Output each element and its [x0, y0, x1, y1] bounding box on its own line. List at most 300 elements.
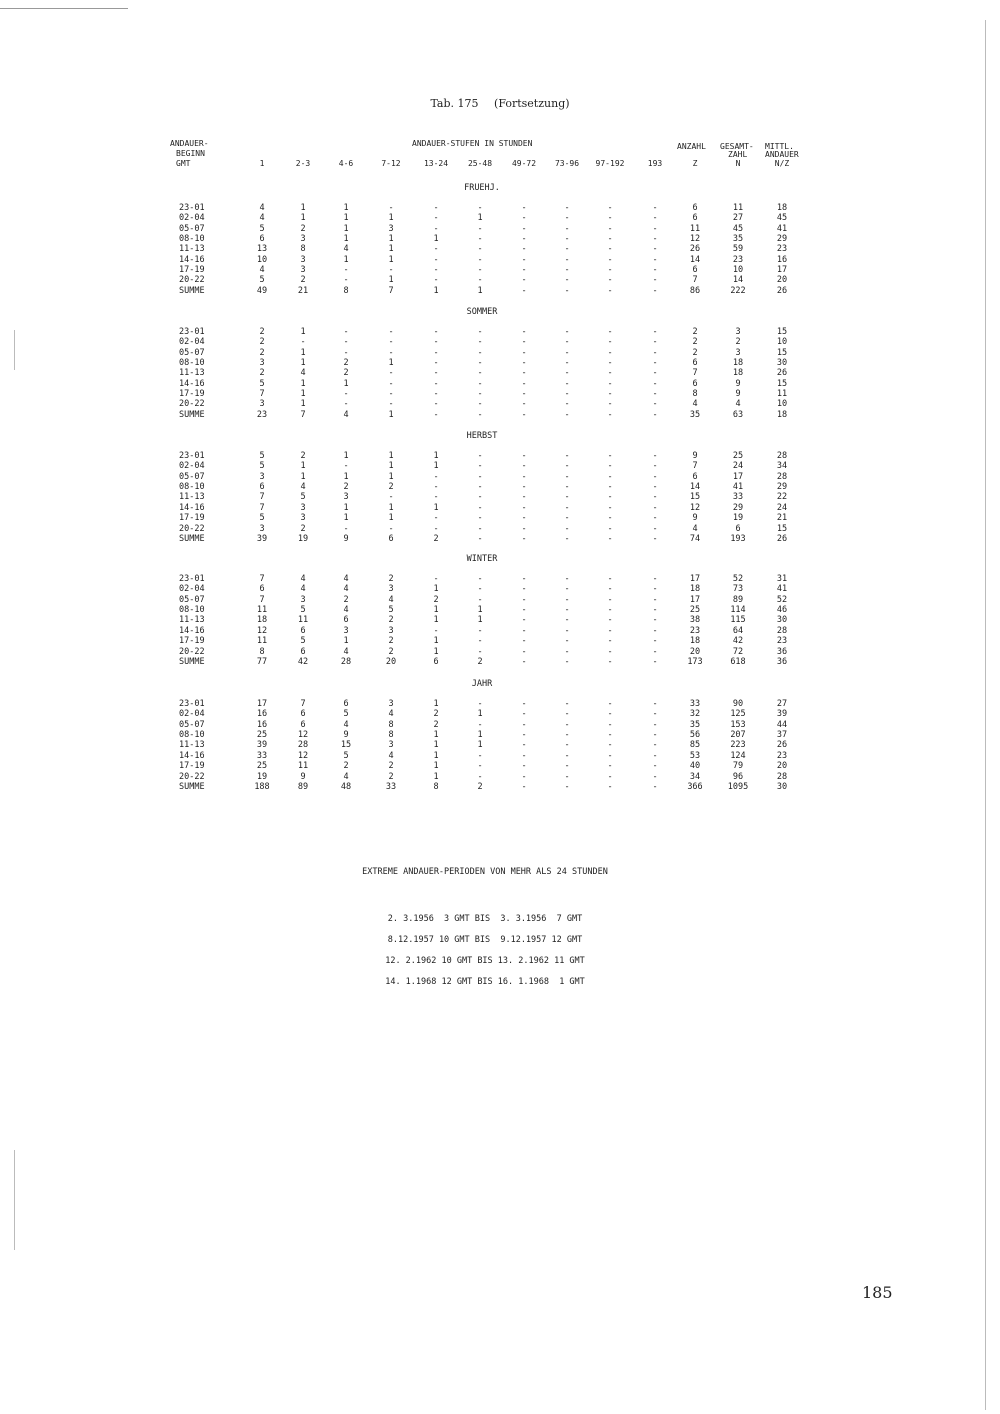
- table-cell: -: [388, 265, 394, 276]
- table-cell: -: [607, 451, 613, 461]
- table-cell: 3: [388, 223, 394, 234]
- table-cell: 4: [735, 399, 741, 410]
- table-cell: 11: [297, 761, 309, 772]
- table-cell: 222: [730, 285, 746, 296]
- row-label: 23-01: [179, 699, 205, 709]
- table-cell: 5: [388, 605, 394, 615]
- row-label: 11-13: [179, 244, 205, 255]
- table-cell: -: [652, 285, 658, 296]
- table-cell: 4: [343, 771, 349, 782]
- table-cell: -: [607, 482, 613, 493]
- table-cell: -: [564, 709, 570, 720]
- table-cell: -: [477, 523, 483, 534]
- table-cell: -: [477, 761, 483, 772]
- table-cell: -: [521, 254, 527, 265]
- table-cell: -: [607, 213, 613, 224]
- table-cell: 45: [732, 223, 744, 234]
- table-cell: 193: [730, 533, 746, 544]
- table-cell: -: [564, 327, 570, 337]
- extreme-line: 8.12.1957 10 GMT BIS 9.12.1957 12 GMT: [387, 935, 583, 945]
- table-cell: -: [477, 337, 483, 348]
- table-cell: -: [564, 254, 570, 265]
- table-cell: 1: [433, 646, 439, 657]
- table-cell: 59: [732, 244, 744, 255]
- column-header: Z: [692, 159, 698, 168]
- table-cell: 39: [256, 740, 268, 751]
- table-cell: 2: [477, 781, 483, 792]
- table-cell: -: [652, 719, 658, 730]
- row-label: 08-10: [179, 234, 205, 245]
- table-cell: 5: [300, 492, 306, 503]
- table-cell: -: [521, 761, 527, 772]
- table-cell: 19: [732, 513, 744, 524]
- table-cell: 31: [776, 574, 788, 584]
- table-cell: 38: [689, 615, 701, 626]
- row-label: 17-19: [179, 265, 205, 276]
- table-cell: 3: [388, 699, 394, 709]
- table-cell: -: [564, 389, 570, 400]
- table-cell: 2: [477, 656, 483, 667]
- row-label: 05-07: [179, 594, 205, 605]
- row-label: 05-07: [179, 347, 205, 358]
- table-cell: -: [652, 750, 658, 761]
- table-cell: -: [652, 492, 658, 503]
- table-cell: -: [521, 203, 527, 213]
- table-cell: 1: [433, 730, 439, 740]
- table-cell: 4: [388, 750, 394, 761]
- table-cell: 7: [692, 368, 698, 379]
- table-cell: -: [433, 389, 439, 400]
- table-cell: 39: [256, 533, 268, 544]
- table-cell: 20: [776, 761, 788, 772]
- table-cell: 4: [388, 594, 394, 605]
- table-cell: -: [564, 234, 570, 245]
- header-anzahl: ANZAHL: [677, 142, 706, 151]
- table-cell: -: [652, 771, 658, 782]
- table-cell: -: [477, 358, 483, 369]
- table-cell: 85: [689, 740, 701, 751]
- table-cell: -: [477, 513, 483, 524]
- row-label: 02-04: [179, 461, 205, 472]
- table-cell: 3: [300, 254, 306, 265]
- table-cell: -: [521, 719, 527, 730]
- table-cell: 5: [259, 275, 265, 286]
- table-cell: -: [521, 409, 527, 420]
- table-cell: 4: [259, 213, 265, 224]
- table-cell: 19: [297, 533, 309, 544]
- table-cell: 4: [343, 409, 349, 420]
- table-cell: -: [607, 740, 613, 751]
- table-cell: 14: [689, 482, 701, 493]
- table-cell: -: [607, 646, 613, 657]
- table-cell: 15: [689, 492, 701, 503]
- table-cell: -: [652, 625, 658, 636]
- table-cell: 37: [776, 730, 788, 740]
- section-title: FRUEHJ.: [464, 183, 500, 193]
- table-cell: 2: [300, 523, 306, 534]
- table-cell: -: [477, 399, 483, 410]
- table-cell: 25: [256, 730, 268, 740]
- table-cell: 1: [388, 254, 394, 265]
- table-cell: 1: [477, 615, 483, 626]
- extreme-line: 14. 1.1968 12 GMT BIS 16. 1.1968 1 GMT: [385, 977, 585, 987]
- table-cell: -: [477, 347, 483, 358]
- table-cell: 33: [689, 699, 701, 709]
- table-cell: 18: [776, 409, 788, 420]
- table-cell: -: [564, 584, 570, 595]
- column-header: 13-24: [423, 159, 449, 168]
- table-cell: -: [607, 223, 613, 234]
- table-cell: -: [433, 265, 439, 276]
- table-cell: -: [477, 389, 483, 400]
- table-cell: 115: [730, 615, 746, 626]
- table-cell: 6: [259, 234, 265, 245]
- table-cell: 1: [300, 347, 306, 358]
- table-cell: 3: [300, 234, 306, 245]
- table-cell: 5: [259, 451, 265, 461]
- table-cell: -: [477, 451, 483, 461]
- table-cell: 63: [732, 409, 744, 420]
- table-cell: -: [564, 285, 570, 296]
- table-cell: -: [652, 574, 658, 584]
- row-label: 17-19: [179, 389, 205, 400]
- row-label: 02-04: [179, 213, 205, 224]
- table-cell: 1: [433, 636, 439, 647]
- table-cell: -: [521, 584, 527, 595]
- table-cell: -: [521, 275, 527, 286]
- table-cell: 6: [433, 656, 439, 667]
- table-cell: 7: [300, 699, 306, 709]
- table-cell: 11: [732, 203, 744, 213]
- table-cell: -: [652, 368, 658, 379]
- table-cell: 28: [776, 625, 788, 636]
- table-cell: -: [607, 771, 613, 782]
- table-cell: 1: [433, 771, 439, 782]
- table-cell: -: [521, 646, 527, 657]
- table-cell: -: [433, 244, 439, 255]
- row-label: 23-01: [179, 574, 205, 584]
- row-label: 08-10: [179, 605, 205, 615]
- table-cell: 124: [730, 750, 746, 761]
- table-cell: 15: [776, 327, 788, 337]
- table-cell: -: [652, 482, 658, 493]
- table-cell: 79: [732, 761, 744, 772]
- table-cell: 5: [343, 709, 349, 720]
- table-cell: 17: [689, 594, 701, 605]
- table-cell: 18: [256, 615, 268, 626]
- table-cell: 1: [343, 234, 349, 245]
- table-cell: -: [477, 584, 483, 595]
- table-cell: 9: [735, 378, 741, 389]
- table-cell: 1: [433, 740, 439, 751]
- page-number: 185: [862, 1283, 893, 1302]
- table-cell: 3: [259, 471, 265, 482]
- table-cell: -: [521, 234, 527, 245]
- table-cell: 2: [259, 337, 265, 348]
- table-cell: 23: [689, 625, 701, 636]
- table-cell: 4: [692, 399, 698, 410]
- table-cell: -: [607, 234, 613, 245]
- table-cell: 6: [300, 709, 306, 720]
- table-cell: 26: [776, 740, 788, 751]
- table-cell: -: [521, 265, 527, 276]
- table-cell: -: [652, 203, 658, 213]
- table-cell: 1: [477, 213, 483, 224]
- row-label: 02-04: [179, 709, 205, 720]
- table-cell: -: [652, 699, 658, 709]
- table-cell: 6: [343, 699, 349, 709]
- row-label: 23-01: [179, 203, 205, 213]
- table-cell: -: [652, 594, 658, 605]
- table-cell: 618: [730, 656, 746, 667]
- table-cell: 8: [259, 646, 265, 657]
- table-cell: 2: [388, 482, 394, 493]
- section-title: JAHR: [471, 679, 493, 689]
- table-cell: 52: [776, 594, 788, 605]
- table-cell: 7: [259, 389, 265, 400]
- table-cell: 16: [256, 719, 268, 730]
- table-cell: -: [564, 594, 570, 605]
- table-cell: -: [607, 471, 613, 482]
- table-cell: 5: [259, 223, 265, 234]
- table-cell: -: [607, 409, 613, 420]
- table-cell: -: [607, 327, 613, 337]
- table-cell: 6: [343, 615, 349, 626]
- table-cell: -: [564, 451, 570, 461]
- table-cell: 8: [300, 244, 306, 255]
- row-label: 17-19: [179, 513, 205, 524]
- table-cell: -: [607, 492, 613, 503]
- row-label: 02-04: [179, 337, 205, 348]
- table-cell: -: [564, 358, 570, 369]
- table-cell: -: [477, 574, 483, 584]
- table-cell: -: [521, 378, 527, 389]
- table-cell: -: [477, 750, 483, 761]
- table-cell: 1: [388, 502, 394, 513]
- table-cell: 11: [297, 615, 309, 626]
- table-cell: 64: [732, 625, 744, 636]
- table-cell: -: [343, 399, 349, 410]
- table-cell: 6: [692, 265, 698, 276]
- table-cell: -: [564, 461, 570, 472]
- table-cell: -: [607, 625, 613, 636]
- table-cell: -: [652, 502, 658, 513]
- table-cell: 49: [256, 285, 268, 296]
- table-cell: 4: [343, 719, 349, 730]
- table-cell: 1: [477, 709, 483, 720]
- table-cell: -: [521, 482, 527, 493]
- table-cell: -: [477, 203, 483, 213]
- table-cell: -: [607, 368, 613, 379]
- table-cell: -: [607, 730, 613, 740]
- table-cell: 18: [689, 636, 701, 647]
- table-cell: 1: [343, 254, 349, 265]
- table-cell: 1: [388, 409, 394, 420]
- table-cell: -: [607, 254, 613, 265]
- table-cell: 1: [343, 203, 349, 213]
- table-cell: -: [652, 461, 658, 472]
- table-cell: 9: [343, 730, 349, 740]
- table-cell: -: [564, 265, 570, 276]
- table-cell: -: [652, 378, 658, 389]
- row-label: 20-22: [179, 275, 205, 286]
- column-header: 49-72: [511, 159, 537, 168]
- table-cell: 21: [297, 285, 309, 296]
- table-cell: 33: [732, 492, 744, 503]
- table-cell: -: [564, 771, 570, 782]
- table-cell: 34: [776, 461, 788, 472]
- row-label: 14-16: [179, 378, 205, 389]
- table-cell: 6: [692, 471, 698, 482]
- table-cell: 1: [433, 761, 439, 772]
- table-cell: 8: [433, 781, 439, 792]
- table-cell: 6: [735, 523, 741, 534]
- table-cell: 86: [689, 285, 701, 296]
- table-cell: -: [652, 347, 658, 358]
- table-cell: 3: [343, 625, 349, 636]
- table-cell: 35: [689, 719, 701, 730]
- table-cell: -: [521, 337, 527, 348]
- table-cell: 9: [735, 389, 741, 400]
- table-cell: 9: [300, 771, 306, 782]
- table-cell: 4: [300, 584, 306, 595]
- table-cell: 6: [692, 213, 698, 224]
- table-cell: 4: [300, 482, 306, 493]
- table-cell: -: [607, 656, 613, 667]
- table-cell: -: [388, 492, 394, 503]
- table-cell: 13: [256, 244, 268, 255]
- table-cell: -: [477, 378, 483, 389]
- table-cell: 1: [343, 451, 349, 461]
- row-label: 20-22: [179, 523, 205, 534]
- table-cell: -: [433, 358, 439, 369]
- row-label: 11-13: [179, 740, 205, 751]
- table-cell: 6: [300, 625, 306, 636]
- section-title: SOMMER: [466, 307, 498, 317]
- table-cell: -: [521, 399, 527, 410]
- row-label: SUMME: [179, 285, 205, 296]
- table-cell: 2: [433, 533, 439, 544]
- table-cell: 1: [477, 730, 483, 740]
- table-cell: 4: [343, 244, 349, 255]
- header-mittl-andauer: ANDAUER: [765, 150, 799, 159]
- table-cell: -: [652, 244, 658, 255]
- table-cell: -: [433, 254, 439, 265]
- table-cell: 1: [388, 358, 394, 369]
- table-cell: 1: [300, 461, 306, 472]
- table-cell: 4: [300, 574, 306, 584]
- table-cell: -: [652, 533, 658, 544]
- table-cell: 7: [259, 574, 265, 584]
- table-cell: -: [477, 646, 483, 657]
- table-cell: -: [607, 719, 613, 730]
- table-cell: 4: [343, 605, 349, 615]
- row-label: 17-19: [179, 636, 205, 647]
- table-cell: -: [433, 337, 439, 348]
- table-cell: 1: [300, 378, 306, 389]
- table-cell: 29: [732, 502, 744, 513]
- table-cell: -: [521, 471, 527, 482]
- table-cell: 9: [692, 451, 698, 461]
- table-cell: 3: [300, 513, 306, 524]
- table-cell: 2: [343, 358, 349, 369]
- table-cell: 23: [732, 254, 744, 265]
- table-cell: 32: [689, 709, 701, 720]
- table-cell: -: [477, 594, 483, 605]
- table-cell: 6: [300, 646, 306, 657]
- row-label: 08-10: [179, 482, 205, 493]
- table-cell: 7: [692, 275, 698, 286]
- table-cell: -: [607, 378, 613, 389]
- row-label: 11-13: [179, 492, 205, 503]
- table-cell: 1: [300, 471, 306, 482]
- header-stufen: ANDAUER-STUFEN IN STUNDEN: [412, 139, 533, 148]
- table-title: [0, 97, 1000, 110]
- table-cell: -: [564, 399, 570, 410]
- table-cell: 23: [776, 636, 788, 647]
- table-cell: 29: [776, 234, 788, 245]
- table-cell: 6: [259, 482, 265, 493]
- table-cell: 10: [732, 265, 744, 276]
- table-cell: 29: [776, 482, 788, 493]
- table-cell: -: [433, 223, 439, 234]
- table-cell: -: [652, 213, 658, 224]
- table-cell: 11: [776, 389, 788, 400]
- table-cell: 7: [259, 492, 265, 503]
- table-cell: 15: [776, 347, 788, 358]
- table-cell: -: [521, 730, 527, 740]
- table-cell: -: [652, 605, 658, 615]
- table-cell: 2: [692, 347, 698, 358]
- table-cell: -: [521, 213, 527, 224]
- table-cell: 23: [776, 750, 788, 761]
- table-cell: -: [607, 244, 613, 255]
- table-cell: 3: [343, 492, 349, 503]
- table-cell: 8: [343, 285, 349, 296]
- table-cell: 46: [776, 605, 788, 615]
- top-rule: [0, 8, 128, 9]
- table-cell: -: [388, 327, 394, 337]
- table-cell: 56: [689, 730, 701, 740]
- table-cell: -: [477, 327, 483, 337]
- table-cell: -: [521, 781, 527, 792]
- row-label: 23-01: [179, 451, 205, 461]
- table-cell: 1: [300, 399, 306, 410]
- table-cell: 28: [776, 471, 788, 482]
- table-cell: -: [477, 719, 483, 730]
- table-cell: -: [477, 265, 483, 276]
- table-cell: 27: [732, 213, 744, 224]
- section-title: HERBST: [466, 431, 498, 441]
- table-cell: 7: [388, 285, 394, 296]
- table-cell: 16: [256, 709, 268, 720]
- table-cell: -: [521, 358, 527, 369]
- table-cell: 4: [300, 368, 306, 379]
- table-cell: -: [521, 574, 527, 584]
- table-cell: 5: [343, 750, 349, 761]
- table-cell: -: [433, 574, 439, 584]
- table-cell: -: [564, 740, 570, 751]
- table-cell: -: [477, 254, 483, 265]
- table-cell: 6: [300, 719, 306, 730]
- table-cell: 3: [259, 399, 265, 410]
- table-cell: 188: [254, 781, 270, 792]
- table-cell: 30: [776, 781, 788, 792]
- table-cell: -: [477, 275, 483, 286]
- table-cell: 8: [692, 389, 698, 400]
- table-cell: 26: [776, 368, 788, 379]
- table-cell: 15: [340, 740, 352, 751]
